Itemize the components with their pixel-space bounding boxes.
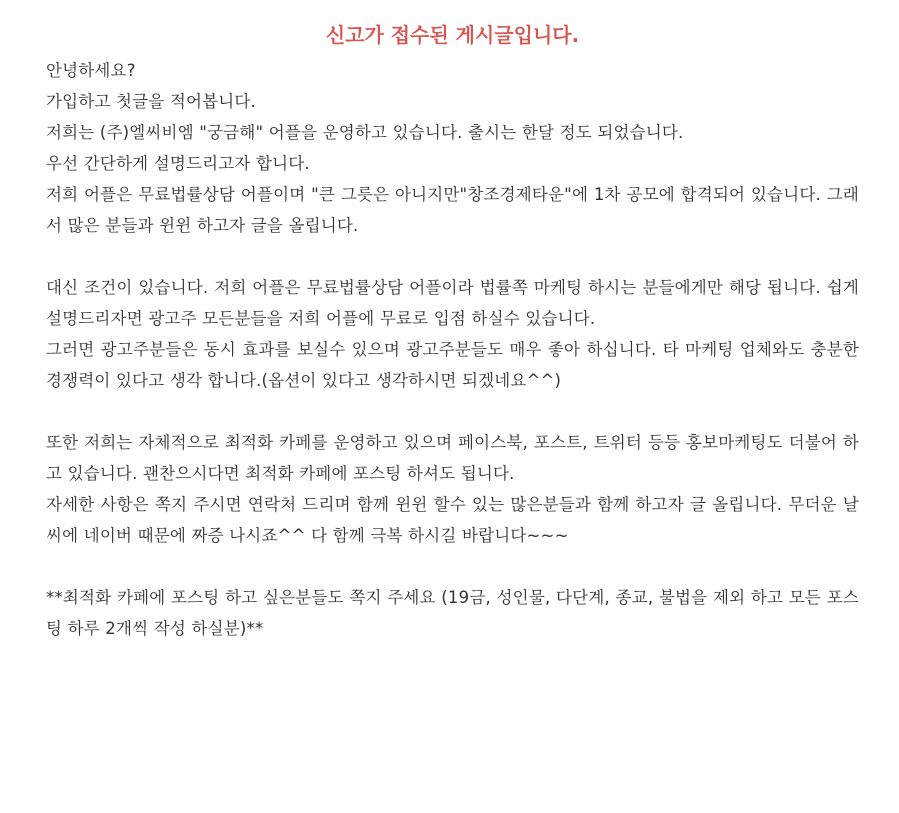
blank-line: [46, 551, 859, 582]
intro-line: 가입하고 첫글을 적어봅니다.: [46, 92, 257, 111]
blank-line: [46, 241, 859, 272]
company-line: 저희는 (주)엘씨비엠 "궁금해" 어플을 운영하고 있습니다. 출시는 한달 정도 되었습니다.: [46, 123, 684, 142]
footnote-paragraph: **최적화 카페에 포스팅 하고 싶은분들도 쪽지 주세요 (19금, 성인물, 다단계, 종교, 불법을 제외 하고 모든 포스팅 하루 2개씩 작성 하실분)**: [46, 588, 859, 638]
cafe-paragraph: 또한 저희는 자체적으로 최적화 카페를 운영하고 있으며 페이스북, 포스트, 트위터 등등 홍보마케팅도 더불어 하고 있습니다. 괜찬으시다면 최적화 카페에 포스팅 하셔도 됩니다.: [46, 433, 859, 483]
condition-paragraph: 대신 조건이 있습니다. 저희 어플은 무료법률상담 어플이라 법률쪽 마케팅 하시는 분들에게만 해당 됩니다. 쉽게 설명드리자면 광고주 모든분들을 저희 어플에 무료로 입점 하실수 있습니다.: [46, 278, 859, 328]
contact-paragraph: 자세한 사항은 쪽지 주시면 연락처 드리며 함께 윈윈 할수 있는 많은분들과 함께 하고자 글 올립니다. 무더운 날씨에 네이버 때문에 짜증 나시죠^^ 다 함께 극복 하시길 바랍니다~~~: [46, 495, 859, 545]
post-body: [46, 55, 859, 644]
benefit-paragraph: 그러면 광고주분들은 동시 효과를 보실수 있으며 광고주분들도 매우 좋아 하십니다. 타 마케팅 업체와도 충분한 경쟁력이 있다고 생각 합니다.(옵션이 있다고 생각하시면 되겠네요^^): [46, 340, 859, 390]
blank-line: [46, 396, 859, 427]
app-description-paragraph: 저희 어플은 무료법률상담 어플이며 "큰 그릇은 아니지만"창조경제타운"에 1차 공모에 합격되어 있습니다. 그래서 많은 분들과 윈윈 하고자 글을 올립니다.: [46, 185, 859, 235]
explain-line: 우선 간단하게 설명드리고자 합니다.: [46, 154, 310, 173]
greeting-line: 안녕하세요?: [46, 61, 136, 80]
reported-post-notice: 신고가 접수된 게시글입니다.: [325, 23, 580, 47]
